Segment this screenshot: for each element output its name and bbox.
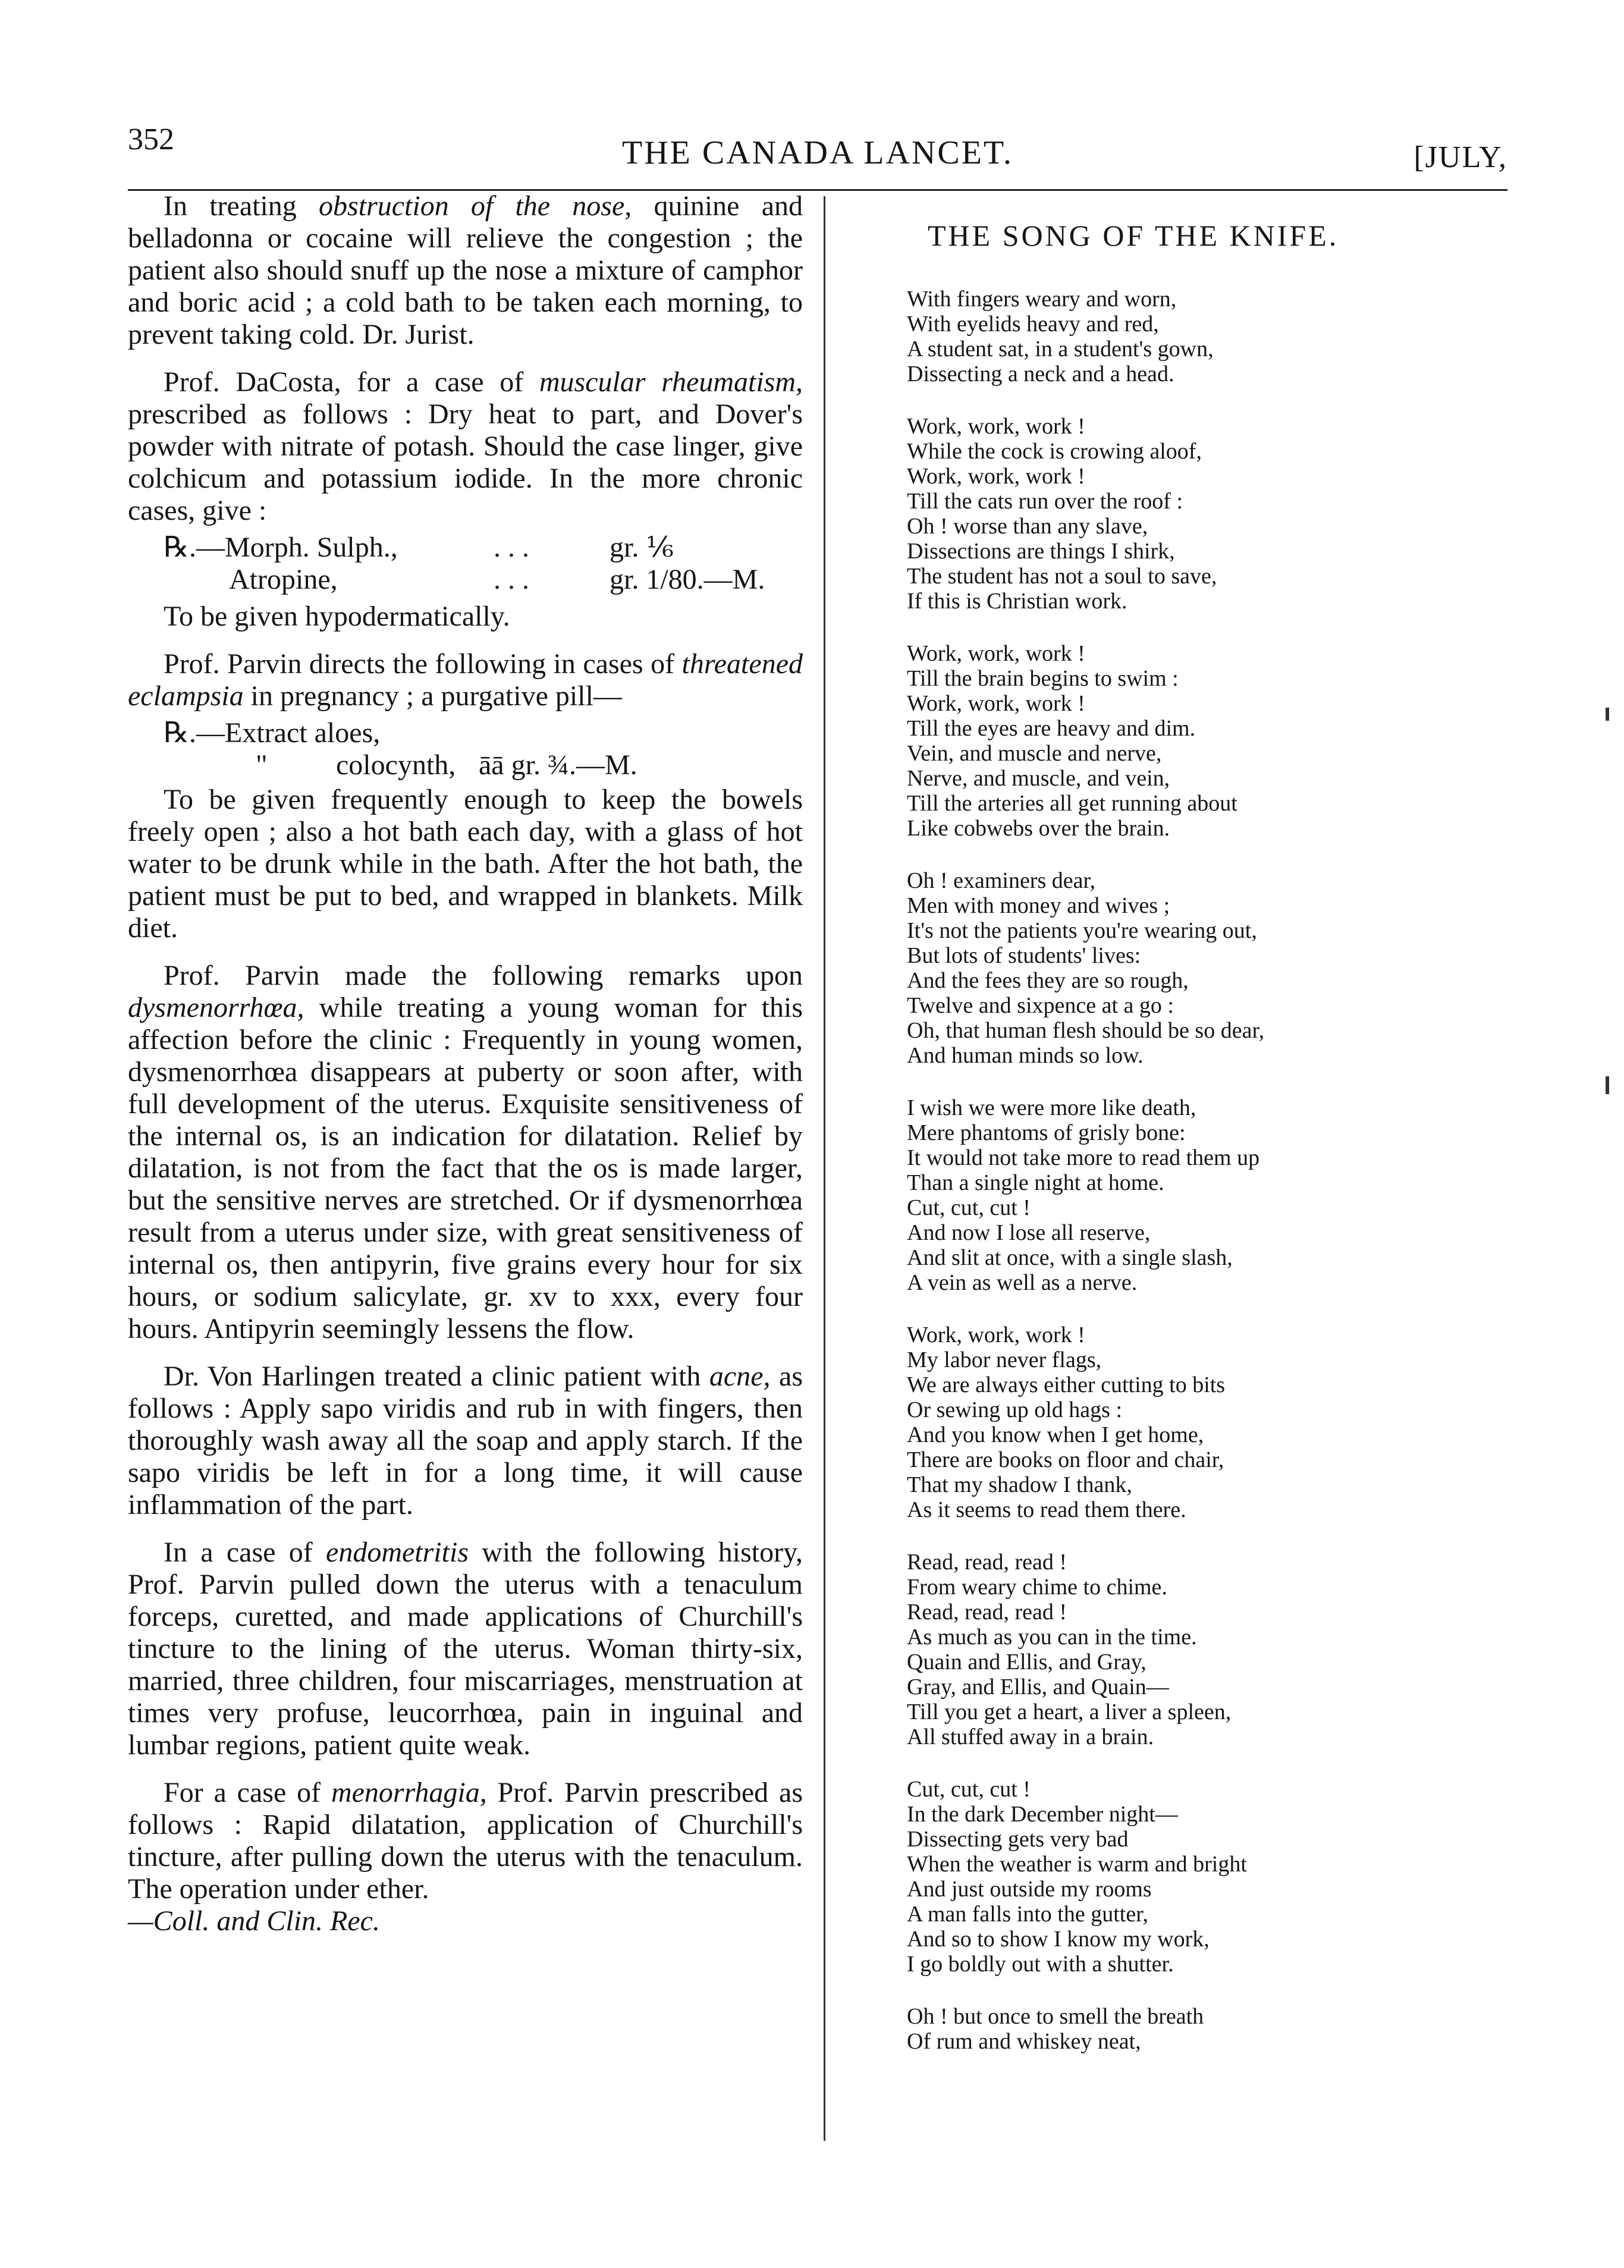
- poem-line: My labor never flags,: [907, 1347, 1102, 1372]
- poem-line: Gray, and Ellis, and Quain—: [907, 1675, 1169, 1700]
- poem-line: The student has not a soul to save,: [907, 564, 1217, 589]
- poem-line: I wish we were more like death,: [907, 1095, 1196, 1120]
- poem-line: When the weather is warm and bright: [907, 1852, 1247, 1877]
- poem-line: Nerve, and muscle, and vein,: [907, 766, 1170, 791]
- poem-line: Oh ! worse than any slave,: [907, 514, 1148, 539]
- poem-line: Till the cats run over the roof :: [907, 489, 1183, 514]
- poem-line: With eyelids heavy and red,: [907, 312, 1159, 337]
- paragraph-eclampsia-directions: To be given frequently enough to keep the bowels freely open ; also a hot bath each day, with a glass of hot water to be drunk while in the bath. After the hot bath, the patient must be put to bed, and wrapped in blankets. Milk diet.: [128, 784, 803, 944]
- poem-line: Or sewing up old hags :: [907, 1397, 1123, 1422]
- margin-mark: [1606, 708, 1609, 721]
- prescription-line: " colocynth, āā gr. ¾.—M.: [256, 749, 637, 781]
- poem-line: Twelve and sixpence at a go :: [907, 993, 1174, 1018]
- prescription-line: ℞.—Extract aloes,: [164, 717, 381, 749]
- poem-line: Till the arteries all get running about: [907, 791, 1237, 816]
- poem-line: And you know when I get home,: [907, 1422, 1204, 1447]
- poem-line: Cut, cut, cut !: [907, 1777, 1031, 1802]
- poem-line: Mere phantoms of grisly bone:: [907, 1120, 1186, 1145]
- journal-title: THE CANADA LANCET.: [621, 134, 1014, 171]
- poem-line: Work, work, work !: [907, 691, 1085, 716]
- poem-line: There are books on floor and chair,: [907, 1447, 1224, 1472]
- poem-stanza: [907, 2004, 1490, 2054]
- poem-line: Cut, cut, cut !: [907, 1195, 1031, 1220]
- poem-line: And slit at once, with a single slash,: [907, 1245, 1233, 1270]
- poem-line: All stuffed away in a brain.: [907, 1724, 1154, 1749]
- poem-stanza: [907, 1095, 1490, 1295]
- poem-line: Like cobwebs over the brain.: [907, 816, 1170, 841]
- poem-line: Men with money and wives ;: [907, 893, 1170, 918]
- paragraph-nose-obstruction: In treating obstruction of the nose, quinine and belladonna or cocaine will relieve the congestion ; the patient also should snuff up the nose a mixture of camphor and boric acid ; a cold bath to be taken each morning, to prevent taking cold. Dr. Jurist.: [128, 190, 803, 350]
- paragraph-acne: Dr. Von Harlingen treated a clinic patient with acne, as follows : Apply sapo viridis and rub in with fingers, then thoroughly wash away all the soap and apply starch. If the sapo viridis be left in for a long time, it will cause inflammation of the part.: [128, 1361, 803, 1521]
- poem-line: That my shadow I thank,: [907, 1472, 1132, 1497]
- paragraph-eclampsia: Prof. Parvin directs the following in cases of threatened eclampsia in pregnancy ; a purgative pill—: [128, 648, 803, 712]
- prescription-note: To be given hypodermatically.: [164, 601, 510, 632]
- paragraph-endometritis: In a case of endometritis with the following history, Prof. Parvin pulled down the uterus with a tenaculum forceps, curetted, and made applications of Churchill's tincture to the lining of the uterus. Woman thirty-six, married, three children, four miscarriages, menstruation at times very profuse, leucorrhœa, pain in inguinal and lumbar regions, patient quite weak.: [128, 1537, 803, 1761]
- poem-line: Work, work, work !: [907, 1323, 1085, 1347]
- poem-line: Till you get a heart, a liver a spleen,: [907, 1700, 1232, 1724]
- poem-line: A student sat, in a student's gown,: [907, 337, 1214, 362]
- poem-stanza: [907, 287, 1490, 387]
- poem-stanza: [907, 868, 1490, 1068]
- poem-line: Work, work, work !: [907, 414, 1085, 439]
- left-column: [128, 190, 803, 1953]
- poem-line: And so to show I know my work,: [907, 1927, 1210, 1952]
- poem-line: As it seems to read them there.: [907, 1497, 1186, 1522]
- poem-stanza: [907, 1777, 1490, 1977]
- paragraph-muscular-rheumatism: Prof. DaCosta, for a case of muscular rheumatism, prescribed as follows : Dry heat to part, and Dover's powder with nitrate of potash. Should the case linger, give colchicum and potassium iodide. In the more chronic cases, give :: [128, 366, 803, 526]
- poem-stanza: [907, 1323, 1490, 1522]
- issue-month: [JULY,: [1413, 140, 1507, 174]
- poem-line: With fingers weary and worn,: [907, 287, 1177, 312]
- right-column: [907, 219, 1490, 2081]
- source-citation: —Coll. and Clin. Rec.: [128, 1905, 380, 1937]
- poem-line: It would not take more to read them up: [907, 1145, 1260, 1170]
- poem-line: While the cock is crowing aloof,: [907, 439, 1202, 464]
- poem-line: Read, read, read !: [907, 1550, 1067, 1575]
- poem-line: From weary chime to chime.: [907, 1575, 1167, 1600]
- poem-line: Work, work, work !: [907, 641, 1085, 666]
- paragraph-dysmenorrhoea: Prof. Parvin made the following remarks upon dysmenorrhœa, while treating a young woman for this affection before the clinic : Frequently in young women, dysmenorrhœa disappears at puberty or soon after, with full development of the uterus. Exquisite sensitiveness of the internal os, is an indication for dilatation. Relief by dilatation, is not from the fact that the os is made larger, but the sensitive nerves are stretched. Or if dysmenorrhœa result from a uterus under size, with great sensitiveness of internal os, then antipyrin, five grains every hour for six hours, or sodium salicylate, gr. xv to xxx, every four hours. Antipyrin seemingly lessens the flow.: [128, 960, 803, 1345]
- poem-stanza: [907, 641, 1490, 841]
- poem-line: And human minds so low.: [907, 1043, 1144, 1068]
- poem-line: Than a single night at home.: [907, 1170, 1164, 1195]
- poem-line: A man falls into the gutter,: [907, 1902, 1148, 1927]
- poem-line: Dissecting gets very bad: [907, 1827, 1129, 1852]
- poem-stanza: [907, 1550, 1490, 1749]
- poem-line: And just outside my rooms: [907, 1877, 1152, 1902]
- prescription-line: ℞.—Morph. Sulph., . . . gr. ⅙: [164, 532, 674, 563]
- running-header: [128, 122, 1507, 187]
- poem-line: Till the brain begins to swim :: [907, 666, 1179, 691]
- poem-line: It's not the patients you're wearing out,: [907, 918, 1257, 943]
- poem-line: Dissecting a neck and a head.: [907, 362, 1174, 387]
- poem-line: In the dark December night—: [907, 1802, 1178, 1827]
- poem-line: And now I lose all reserve,: [907, 1220, 1151, 1245]
- poem-line: Of rum and whiskey neat,: [907, 2029, 1141, 2054]
- poem-line: Work, work, work !: [907, 464, 1085, 489]
- poem-line: Quain and Ellis, and Gray,: [907, 1650, 1146, 1675]
- poem-line: And the fees they are so rough,: [907, 968, 1189, 993]
- poem-line: Dissections are things I shirk,: [907, 539, 1175, 564]
- margin-mark: [1606, 1076, 1609, 1094]
- poem-line: We are always either cutting to bits: [907, 1372, 1226, 1397]
- page-number: 352: [128, 122, 174, 156]
- poem-line: Oh, that human flesh should be so dear,: [907, 1018, 1265, 1043]
- poem-title: THE SONG OF THE KNIFE.: [928, 219, 1339, 252]
- poem-line: As much as you can in the time.: [907, 1625, 1197, 1650]
- poem-line: Vein, and muscle and nerve,: [907, 741, 1162, 766]
- poem-body: [907, 287, 1490, 2054]
- poem-stanza: [907, 414, 1490, 614]
- poem-line: Till the eyes are heavy and dim.: [907, 716, 1196, 741]
- poem-line: I go boldly out with a shutter.: [907, 1952, 1174, 1977]
- poem-line: If this is Christian work.: [907, 589, 1127, 614]
- poem-line: A vein as well as a nerve.: [907, 1270, 1138, 1295]
- poem-line: But lots of students' lives:: [907, 943, 1141, 968]
- column-divider: [824, 196, 825, 2141]
- poem-line: Oh ! but once to smell the breath: [907, 2004, 1204, 2029]
- prescription-line: Atropine, . . . gr. 1/80.—M.: [229, 564, 765, 595]
- paragraph-menorrhagia: For a case of menorrhagia, Prof. Parvin prescribed as follows : Rapid dilatation, application of Churchill's tincture, after pulling down the uterus with the tenaculum. The operation under ether. —Coll. and Clin. Rec.: [128, 1777, 803, 1937]
- poem-line: Oh ! examiners dear,: [907, 868, 1096, 893]
- poem-line: Read, read, read !: [907, 1600, 1067, 1625]
